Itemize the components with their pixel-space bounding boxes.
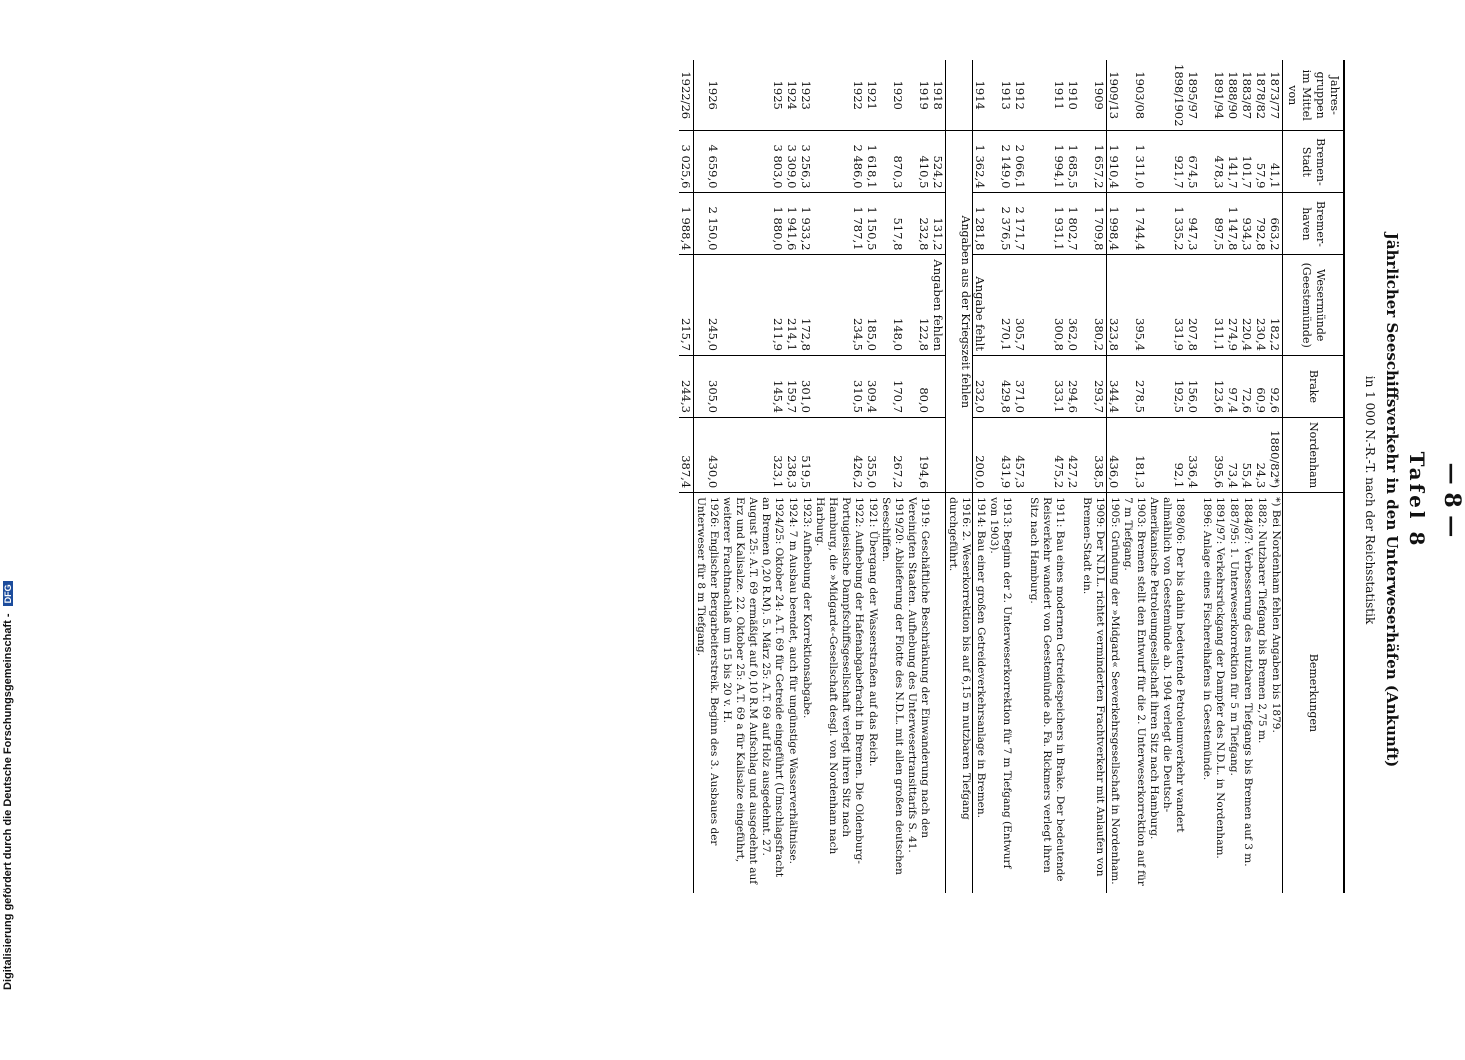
value-cell: 310,5: [813, 355, 865, 417]
value-cell: 1 988,4: [679, 193, 694, 255]
value-cell: 207,8: [1186, 255, 1200, 356]
value-cell: 921,7: [1147, 131, 1186, 193]
remark-cell: 1926: Englischer Bergarbeiterstreik. Beginn des 3. Ausbaues der Unterweser für 8 m Tiefgang.: [694, 493, 721, 893]
year-cell: 1898/1902: [1172, 64, 1186, 127]
value-cell: 1 657,2: [1080, 131, 1107, 193]
value-cell: [931, 355, 946, 417]
value-cell: 380,2: [1080, 255, 1107, 356]
value-cell: 141,7: [1226, 131, 1240, 193]
value-cell: 3 256,3: [799, 131, 813, 193]
value-cell: 430,0: [694, 417, 721, 492]
remark-cell: 1923: Aufhebung der Korrektionsabgabe.: [799, 493, 813, 893]
value-cell: 355,0: [865, 417, 879, 492]
table-row: [1147, 60, 1186, 893]
value-cell: 2 486,0: [813, 131, 865, 193]
value-cell: 3 803,0: [720, 131, 785, 193]
table-row: [879, 60, 905, 893]
year-cell: 1920: [891, 80, 905, 110]
year-cell: 1923: [799, 80, 813, 110]
remark-cell: 1922: Aufhebung der Hafenabgabefracht in Bremen. Die Oldenburg-Portugiesische Dampfschiffsgesellschaft verlegt ihren Sitz nach Hamburg, die »Midgard«-Gesellschaft desgl. von Nordenham nach Harburg.: [813, 493, 865, 893]
value-cell: 792,8: [1254, 193, 1268, 255]
year-cell: 1912: [1013, 80, 1027, 110]
year-cell: 1925: [771, 80, 785, 110]
dfg-logo: DFG: [3, 581, 13, 606]
remark-cell: [1013, 493, 1027, 893]
table-row: [1268, 60, 1283, 893]
footer-credit: [2, 584, 18, 990]
year-cell: 1909: [1080, 60, 1107, 131]
value-cell: [931, 417, 946, 492]
value-cell: 305,0: [694, 355, 721, 417]
remark-cell: *) Bei Nordenham fehlen Angaben bis 1879.: [1268, 493, 1283, 893]
value-cell: 131,2: [931, 193, 946, 255]
value-cell: 2 066,1: [1013, 131, 1027, 193]
remark-cell: [931, 493, 946, 893]
value-cell: 1 709,8: [1080, 193, 1107, 255]
value-cell: 73,4: [1226, 417, 1240, 492]
table-row: [973, 60, 988, 893]
value-cell: 3 309,0: [785, 131, 799, 193]
value-cell: 517,8: [879, 193, 905, 255]
value-cell: 1 880,0: [720, 193, 785, 255]
value-cell: 182,2: [1268, 255, 1283, 356]
year-cell: 1921: [865, 80, 879, 110]
table-row: [1186, 60, 1200, 893]
value-cell: 344,4: [1107, 355, 1122, 417]
value-cell: 1 941,6: [785, 193, 799, 255]
value-cell: 478,3: [1200, 131, 1226, 193]
value-cell: 80,0: [905, 355, 931, 417]
value-cell: 1 910,4: [1107, 131, 1122, 193]
value-cell: 395,6: [1200, 417, 1226, 492]
value-cell: 72,6: [1240, 355, 1254, 417]
war-remark: 1916: 2. Weserkorrektion bis auf 6,15 m nutzbaren Tiefgang durchgeführt.: [946, 493, 973, 893]
value-cell: 41,1: [1268, 131, 1283, 193]
value-cell: 92,1: [1147, 417, 1186, 492]
value-cell: Angabe fehlt: [973, 255, 988, 356]
value-cell: 1 994,1: [1027, 131, 1066, 193]
remark-cell: 1924/25: Oktober 24: A.T. 69 für Getreide eingeführt (Umschlagsfracht an Bremen 0,20 R.M). 5. März 25: A.T. 69 auf Holz ausgedehnt. 27. August 25: A.T. 69 ermäßigt auf 0,10 R.M Aufschlag und ausgedehnt auf Erz und Kalisalze. 22. Oktober 25: A.T. 69 a für Kalisalze eingeführt, weiterer Frachtnachlaß um 15 bis 20 v. H.: [720, 493, 785, 893]
remark-cell: 1919: Geschäftliche Beschränkung der Einwanderung nach den Vereinigten Staaten. Aufhebung des Unterwesertransittarifs S. 41.: [905, 493, 931, 893]
value-cell: 234,5: [813, 255, 865, 356]
value-cell: 426,2: [813, 417, 865, 492]
value-cell: 244,3: [679, 355, 694, 417]
value-cell: 101,7: [1240, 131, 1254, 193]
header-year: Jahres-gruppen im Mittel von: [1283, 60, 1345, 131]
value-cell: 410,5: [905, 131, 931, 193]
year-cell: 1891/94: [1212, 71, 1226, 120]
remark-cell: 1887/95: 1. Unterweserkorrektion für 5 m Tiefgang.: [1226, 493, 1240, 893]
value-cell: Angaben fehlen: [931, 255, 946, 356]
year-cell: 1911: [1052, 80, 1066, 110]
value-cell: 1 335,2: [1147, 193, 1186, 255]
value-cell: 194,6: [905, 417, 931, 492]
value-cell: 245,0: [694, 255, 721, 356]
table-unit: in 1 000 N.-R.-T. nach der Reichsstatistik: [1363, 375, 1377, 625]
value-cell: 519,5: [799, 417, 813, 492]
value-cell: 270,1: [987, 255, 1013, 356]
value-cell: 663,2: [1268, 193, 1283, 255]
header-brake: Brake: [1283, 355, 1345, 417]
value-cell: 181,3: [1121, 417, 1147, 492]
value-cell: 278,5: [1121, 355, 1147, 417]
value-cell: 1 933,2: [799, 193, 813, 255]
header-nordenham: Nordenham: [1283, 417, 1345, 492]
value-cell: 305,7: [1013, 255, 1027, 356]
value-cell: 2 171,7: [1013, 193, 1027, 255]
table-row: [865, 60, 879, 893]
value-cell: 2 149,0: [987, 131, 1013, 193]
year-cell: 1873/77: [1268, 71, 1282, 120]
rotated-table-sheet: [195, 60, 1465, 1060]
value-cell: 431,9: [987, 417, 1013, 492]
table-row: [1066, 60, 1080, 893]
remark-cell: 1913: Beginn der 2. Unterweserkorrektion für 7 m Tiefgang (Entwurf von 1903).: [987, 493, 1013, 893]
value-cell: 301,0: [799, 355, 813, 417]
value-cell: 230,4: [1254, 255, 1268, 356]
page-number: — 8 —: [1439, 462, 1465, 538]
value-cell: 211,9: [720, 255, 785, 356]
value-cell: 267,2: [879, 417, 905, 492]
remark-cell: [1066, 493, 1080, 893]
value-cell: 232,0: [973, 355, 988, 417]
table-row: [813, 60, 865, 893]
value-cell: 333,1: [1027, 355, 1066, 417]
value-cell: 387,4: [679, 417, 694, 492]
year-cell: 1888/90: [1226, 71, 1240, 120]
year-cell: 1903/08: [1133, 71, 1147, 120]
year-cell: 1909/13: [1107, 71, 1121, 120]
value-cell: 170,7: [879, 355, 905, 417]
remark-cell: 1914: Bau einer großen Getreideverkehrsanlage in Bremen.: [973, 493, 988, 893]
value-cell: 232,8: [905, 193, 931, 255]
table-row: [679, 60, 694, 893]
value-cell: 336,4: [1186, 417, 1200, 492]
value-cell: 1 147,8: [1226, 193, 1240, 255]
year-cell: 1922/26: [679, 60, 694, 131]
value-cell: 311,1: [1200, 255, 1226, 356]
war-gap-label: Angaben aus der Kriegszeit fehlen: [946, 131, 973, 493]
value-cell: 309,4: [865, 355, 879, 417]
traffic-table: [679, 60, 1345, 893]
value-cell: 1 787,1: [813, 193, 865, 255]
value-cell: 1 311,0: [1121, 131, 1147, 193]
header-wesermuende: Wesermünde (Geestemünde): [1283, 255, 1345, 356]
value-cell: 60,9: [1254, 355, 1268, 417]
table-row: [1200, 60, 1226, 893]
year-cell: 1913: [999, 80, 1013, 110]
value-cell: 172,8: [799, 255, 813, 356]
table-row: [1226, 60, 1240, 893]
year-cell: 1918: [931, 60, 946, 131]
table-body: [679, 60, 1283, 893]
remark-cell: [1186, 493, 1200, 893]
footer-text: Digitalisierung gefördert durch die Deutsche Forschungsgemeinschaft -: [2, 613, 14, 990]
remark-cell: 1898/06: Der bis dahin bedeutende Petroleumverkehr wandert allmählich von Geestemünde ab. 1904 verlegt die Deutsch-Amerikanische Petroleumgesellschaft ihren Sitz nach Hamburg.: [1147, 493, 1186, 893]
remark-cell: [679, 493, 694, 893]
value-cell: 4 659,0: [694, 131, 721, 193]
value-cell: 395,4: [1121, 255, 1147, 356]
value-cell: 338,5: [1080, 417, 1107, 492]
year-cell: 1883/87: [1240, 71, 1254, 120]
value-cell: 1 802,7: [1066, 193, 1080, 255]
table-row: [785, 60, 799, 893]
value-cell: 429,8: [987, 355, 1013, 417]
value-cell: 3 025,6: [679, 131, 694, 193]
table-row: [1254, 60, 1268, 893]
value-cell: 185,0: [865, 255, 879, 356]
value-cell: 1 281,8: [973, 193, 988, 255]
war-gap-row: [946, 60, 973, 893]
remark-cell: 1905: Gründung der »Midgard« Seeverkehrsgesellschaft in Nordenham.: [1107, 493, 1122, 893]
value-cell: 200,0: [973, 417, 988, 492]
remark-cell: 1919/20: Ablieferung der Flotte des N.D.L. mit allen großen deutschen Seeschiffen.: [879, 493, 905, 893]
value-cell: 2 376,5: [987, 193, 1013, 255]
remark-cell: 1903: Bremen stellt den Entwurf für die 2. Unterweserkorrektion auf für 7 m Tiefgang.: [1121, 493, 1147, 893]
value-cell: 1 931,1: [1027, 193, 1066, 255]
remark-cell: 1884/87: Verbesserung des nutzbaren Tiefgangs bis Bremen auf 3 m.: [1240, 493, 1254, 893]
table-subtitle: Jährlicher Seeschiffsverkehr in den Unterweserhäfen (Ankunft): [1383, 232, 1401, 768]
value-cell: 323,1: [720, 417, 785, 492]
remark-cell: 1882: Nutzbarer Tiefgang bis Bremen 2,75 m.: [1254, 493, 1268, 893]
value-cell: 300,8: [1027, 255, 1066, 356]
value-cell: 123,6: [1200, 355, 1226, 417]
table-row: [1121, 60, 1147, 893]
value-cell: 1 998,4: [1107, 193, 1122, 255]
header-row: [1283, 60, 1345, 893]
table-title: Tafel 8: [1405, 451, 1429, 549]
table-row: [799, 60, 813, 893]
value-cell: 362,0: [1066, 255, 1080, 356]
remark-cell: 1924: 7 m Ausbau beendet, auch für ungünstige Wasserverhältnisse.: [785, 493, 799, 893]
value-cell: 947,3: [1186, 193, 1200, 255]
value-cell: 331,9: [1147, 255, 1186, 356]
table-row: [905, 60, 931, 893]
value-cell: 148,0: [879, 255, 905, 356]
year-cell: 1895/97: [1186, 71, 1200, 120]
value-cell: 238,3: [785, 417, 799, 492]
value-cell: 2 150,0: [694, 193, 721, 255]
table-row: [720, 60, 785, 893]
table-row: [1027, 60, 1066, 893]
table-row: [987, 60, 1013, 893]
value-cell: 1880/82*): [1268, 417, 1283, 492]
remark-cell: 1891/97: Verkehrsrückgang der Dampfer des N.D.L. in Nordenham. 1896: Anlage eines Fischereihafens in Geestemünde.: [1200, 493, 1226, 893]
value-cell: 192,5: [1147, 355, 1186, 417]
value-cell: 92,6: [1268, 355, 1283, 417]
year-cell: 1910: [1066, 80, 1080, 110]
value-cell: 57,9: [1254, 131, 1268, 193]
value-cell: 294,6: [1066, 355, 1080, 417]
table-row: [931, 60, 946, 893]
value-cell: 293,7: [1080, 355, 1107, 417]
header-remarks: Bemerkungen: [1283, 493, 1345, 893]
header-bremen-stadt: Bremen-Stadt: [1283, 131, 1345, 193]
value-cell: 897,5: [1200, 193, 1226, 255]
value-cell: 1 744,4: [1121, 193, 1147, 255]
value-cell: 274,9: [1226, 255, 1240, 356]
value-cell: 220,4: [1240, 255, 1254, 356]
value-cell: 323,8: [1107, 255, 1122, 356]
value-cell: 1 362,4: [973, 131, 988, 193]
year-cell: 1922: [851, 80, 865, 110]
remark-cell: 1911: Bau eines modernen Getreidespeichers in Brake. Der bedeutende Reisverkehr wandert von Geestemünde ab. Fa. Rickmers verlegt ihren Sitz nach Hamburg.: [1027, 493, 1066, 893]
value-cell: 427,2: [1066, 417, 1080, 492]
value-cell: 524,2: [931, 131, 946, 193]
value-cell: 145,4: [720, 355, 785, 417]
table-row: [1013, 60, 1027, 893]
value-cell: 55,4: [1240, 417, 1254, 492]
value-cell: 371,0: [1013, 355, 1027, 417]
remark-cell: 1921: Übergang der Wasserstraßen auf das Reich.: [865, 493, 879, 893]
value-cell: 215,7: [679, 255, 694, 356]
value-cell: 214,1: [785, 255, 799, 356]
remark-cell: 1909: Der N.D.L. richtet verminderten Frachtverkehr mit Anlaufen von Bremen-Stadt ein.: [1080, 493, 1107, 893]
value-cell: 122,8: [905, 255, 931, 356]
value-cell: 24,3: [1254, 417, 1268, 492]
value-cell: 475,2: [1027, 417, 1066, 492]
table-row: [694, 60, 721, 893]
value-cell: 156,0: [1186, 355, 1200, 417]
value-cell: 934,3: [1240, 193, 1254, 255]
value-cell: 436,0: [1107, 417, 1122, 492]
year-cell: 1926: [706, 80, 720, 110]
year-cell: 1919: [917, 80, 931, 110]
header-bremerhaven: Bremer-haven: [1283, 193, 1345, 255]
value-cell: 159,7: [785, 355, 799, 417]
value-cell: 1 685,5: [1066, 131, 1080, 193]
year-cell: 1914: [973, 80, 987, 110]
year-cell: 1878/82: [1254, 71, 1268, 120]
value-cell: 97,4: [1226, 355, 1240, 417]
value-cell: 1 618,1: [865, 131, 879, 193]
value-cell: 1 150,5: [865, 193, 879, 255]
table-row: [1240, 60, 1254, 893]
value-cell: 870,3: [879, 131, 905, 193]
year-cell: 1924: [785, 80, 799, 110]
table-row: [1107, 60, 1122, 893]
table-row: [1080, 60, 1107, 893]
value-cell: 674,5: [1186, 131, 1200, 193]
value-cell: 457,3: [1013, 417, 1027, 492]
